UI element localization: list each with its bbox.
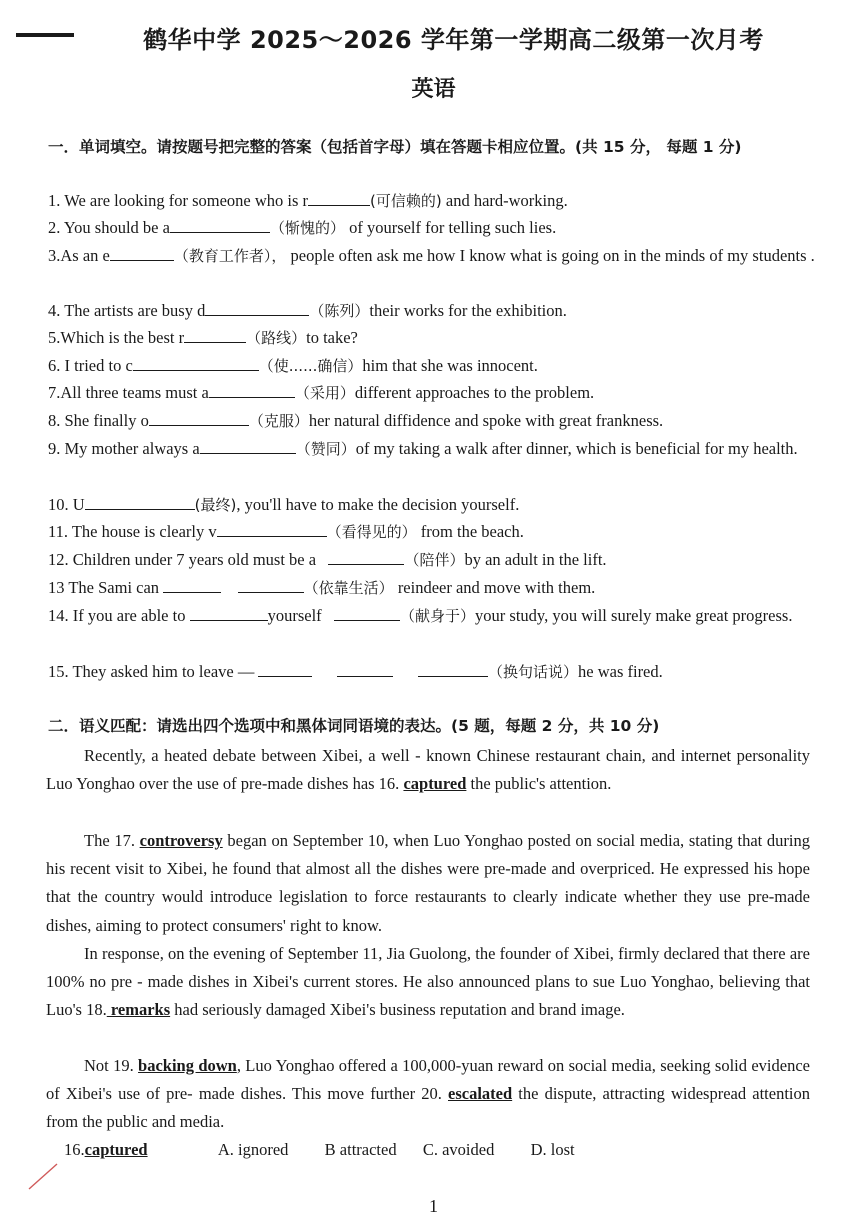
question-number: 16.: [64, 1140, 85, 1159]
question-text: to take?: [306, 328, 358, 347]
answer-blank: [190, 604, 268, 621]
answer-blank: [418, 660, 488, 677]
question-text: your study, you will surely make great progress.: [475, 606, 793, 625]
passage-paragraph-4: [46, 1052, 810, 1137]
question-text: 7.All three teams must a: [48, 383, 209, 402]
question-16-row: [64, 1136, 575, 1164]
passage-paragraph-2: [46, 827, 810, 940]
question-hint: （陈列）: [309, 302, 370, 320]
question-hint: （依靠生活）: [303, 579, 394, 597]
passage-text: Not 19.: [84, 1056, 139, 1075]
section1-heading: 一．单词填空。请按题号把完整的答案（包括首字母）填在答题卡相应位置。(共 15 分， 每题 1 分): [48, 138, 742, 156]
question-hint: （换句话说）: [487, 663, 578, 681]
question-text: 4. The artists are busy d: [48, 301, 206, 320]
question-1: [48, 187, 818, 215]
question-12: [48, 546, 818, 574]
question-text: people often ask me how I know what is going on in the minds of my students .: [286, 246, 815, 265]
passage-paragraph-3: [46, 940, 810, 1025]
passage-text: Recently, a heated debate between Xibei, a well - known Chinese restaurant chain, and internet personality Luo Yonghao over the use of pre-made dishes has 16.: [46, 746, 810, 794]
answer-blank: [337, 660, 393, 677]
answer-blank: [184, 326, 246, 343]
answer-blank: [308, 189, 370, 206]
passage-text: began on September 10, when Luo Yonghao posted on social media, stating that during his recent visit to Xibei, he found that almost all the dishes were pre-made and overpriced. He expressed his hope that the country would introduce legislation to force restaurants to clearly indicate whether they use pre-made dishes, aiming to protect consumers' right to know.: [46, 831, 811, 935]
question-text: their works for the exhibition.: [369, 301, 567, 320]
question-15: [48, 658, 818, 686]
question-text: yourself: [267, 606, 322, 625]
passage-text: had seriously damaged Xibei's business reputation and brand image.: [170, 1000, 625, 1020]
answer-blank: [328, 548, 404, 565]
page-number: 1: [429, 1196, 438, 1216]
passage-text: The 17.: [84, 831, 140, 850]
section2-heading: 二．语义匹配：请选出四个选项中和黑体词同语境的表达。(5 题，每题 2 分，共 10 分): [48, 717, 660, 735]
question-text: of yourself for telling such lies.: [344, 218, 557, 237]
answer-blank: [85, 493, 195, 510]
question-text: 13 The Sami can: [48, 578, 160, 597]
passage-text: , Luo Yonghao offered a 100,000-yuan reward on social media, seeking solid evidence of Xibei's use of pre- made dishes. This move further 20.: [46, 1056, 810, 1104]
question-text: 12. Children under 7 years old must be a: [48, 550, 317, 569]
subject-title: 英语: [411, 77, 456, 102]
question-7: [48, 379, 818, 407]
answer-blank: [205, 299, 309, 316]
passage-text: In response, on the evening of September 11, Jia Guolong, the founder of Xibei, firmly declared that there are 100% no pre - made dishes in Xibei's current stores. He also announced plans to sue Luo Yonghao, believing that Luo's 18.: [46, 944, 810, 1020]
answer-blank: [258, 660, 312, 677]
question-text: reindeer and move with them.: [393, 578, 596, 597]
answer-blank: [170, 216, 270, 233]
answer-blank: [209, 381, 295, 398]
question-hint: （采用）: [294, 384, 355, 402]
option-b: B attracted: [324, 1140, 397, 1159]
exam-title: 鹤华中学 2025～2026 学年第一学期高二级第一次月考: [143, 26, 764, 54]
question-text: he was fired.: [578, 662, 663, 681]
question-text: 6. I tried to c: [48, 356, 133, 375]
question-hint: (最终): [194, 496, 237, 514]
question-6: [48, 352, 818, 380]
question-5: [48, 324, 818, 352]
keyword-captured: captured: [403, 774, 467, 794]
answer-blank: [133, 354, 259, 371]
answer-blank: [334, 604, 400, 621]
question-hint: （路线）: [246, 329, 307, 347]
answer-blank: [149, 409, 249, 426]
question-text: 14. If you are able to: [48, 606, 186, 625]
question-4: [48, 297, 818, 325]
question-10: [48, 491, 818, 519]
question-hint: （陪伴）: [404, 551, 465, 569]
question-hint: （看得见的）: [326, 523, 417, 541]
question-hint: （使......确信）: [258, 357, 363, 375]
answer-blank: [110, 244, 174, 261]
question-hint: （惭愧的）: [269, 219, 345, 237]
question-13: [48, 574, 818, 602]
option-d: D. lost: [530, 1140, 575, 1159]
answer-blank: [238, 576, 304, 593]
question-text: different approaches to the problem.: [354, 383, 595, 402]
question-hint: （教育工作者），: [173, 247, 287, 265]
question-text: from the beach.: [416, 522, 524, 541]
keyword-escalated: escalated: [448, 1084, 513, 1104]
passage-paragraph-1: [46, 742, 810, 798]
question-text: by an adult in the lift.: [464, 550, 607, 569]
question-text: , you'll have to make the decision yourself.: [236, 495, 520, 514]
question-text: 15. They asked him to leave —: [48, 662, 255, 681]
question-text: him that she was innocent.: [362, 356, 538, 375]
question-2: [48, 214, 818, 242]
question-text: 9. My mother always a: [48, 439, 200, 458]
question-hint: (可信赖的): [370, 192, 442, 210]
question-hint: （克服）: [248, 412, 309, 430]
question-text: 11. The house is clearly v: [48, 522, 217, 541]
keyword-remarks: remarks: [106, 1000, 171, 1020]
question-9: [48, 435, 818, 463]
question-text: 5.Which is the best r: [48, 328, 185, 347]
option-c: C. avoided: [422, 1140, 495, 1159]
option-a: A. ignored: [217, 1140, 289, 1159]
question-text: 3.As an e: [48, 246, 110, 265]
answer-blank: [200, 437, 296, 454]
question-text: 10. U: [48, 495, 85, 514]
question-hint: （献身于）: [400, 607, 476, 625]
question-text: 1. We are looking for someone who is r: [48, 191, 309, 210]
answer-blank: [217, 520, 327, 537]
question-text: of my taking a walk after dinner, which is beneficial for my health.: [355, 439, 798, 458]
question-text: 2. You should be a: [48, 218, 170, 237]
question-14: [48, 602, 818, 630]
passage-text: the dispute, attracting widespread attention from the public and media.: [46, 1084, 810, 1132]
question-3: [48, 242, 818, 270]
question-16-keyword: captured: [84, 1140, 148, 1159]
question-text: 8. She finally o: [48, 411, 149, 430]
passage-text: the public's attention.: [466, 774, 612, 794]
question-11: [48, 518, 818, 546]
question-text: and hard-working.: [441, 191, 568, 210]
keyword-controversy: controversy: [139, 831, 223, 850]
answer-blank: [163, 576, 221, 593]
pen-mark: [26, 1160, 60, 1192]
question-hint: （赞同）: [295, 440, 356, 458]
question-text: her natural diffidence and spoke with great frankness.: [308, 411, 664, 430]
keyword-backing-down: backing down: [138, 1056, 237, 1075]
question-8: [48, 407, 818, 435]
